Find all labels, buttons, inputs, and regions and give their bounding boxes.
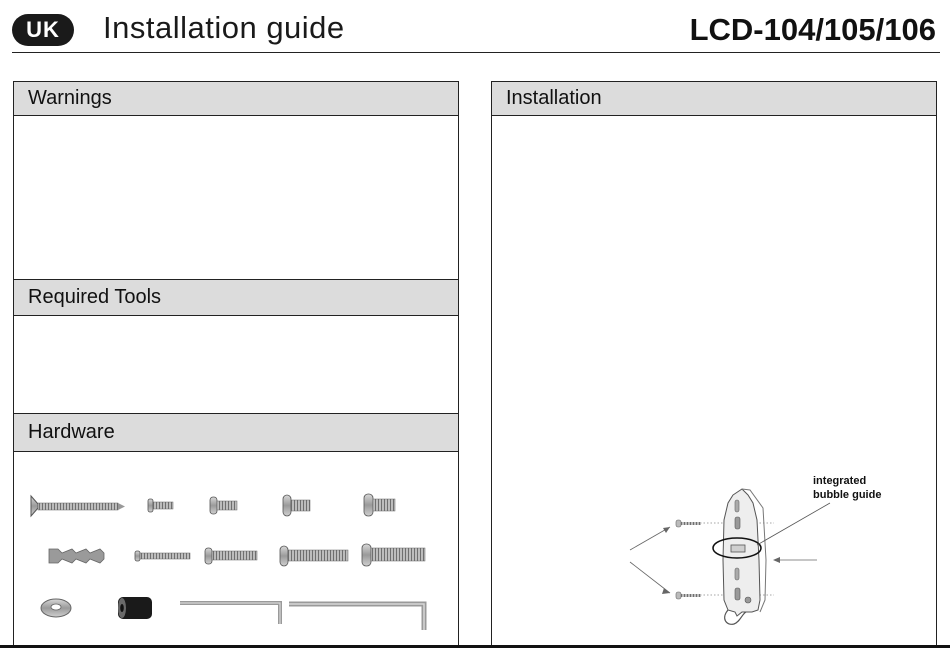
spacer-icon [118, 597, 152, 619]
wall-bracket-figure [630, 489, 830, 624]
bubble-guide-callout [813, 474, 881, 502]
allen-key-large-icon [289, 604, 424, 630]
long-thin-screw-icon [135, 551, 190, 561]
pan-head-bolt-icon [283, 495, 310, 516]
uk-language-badge: UK [12, 14, 74, 46]
large-pan-head-bolt-icon [364, 494, 395, 516]
page-title: Installation guide [103, 10, 345, 45]
wood-screw-icon [31, 496, 125, 516]
short-bolt-icon [210, 497, 237, 514]
allen-key-small-icon [180, 603, 280, 624]
callout-line-2: bubble guide [813, 489, 882, 501]
warnings-heading: Warnings [14, 82, 458, 116]
model-number: LCD-104/105/106 [689, 12, 936, 47]
hardware-heading: Hardware [14, 413, 458, 452]
required-tools-heading: Required Tools [14, 279, 458, 316]
wall-plug-icon [49, 549, 104, 563]
extra-long-bolt-icon [362, 544, 425, 566]
installation-heading: Installation [492, 82, 936, 116]
callout-line-1: integrated [813, 475, 867, 487]
medium-long-bolt-icon [205, 548, 257, 564]
long-bolt-icon [280, 546, 348, 566]
small-screw-icon [148, 499, 173, 512]
washer-icon [41, 599, 71, 617]
footer-divider [0, 645, 950, 648]
